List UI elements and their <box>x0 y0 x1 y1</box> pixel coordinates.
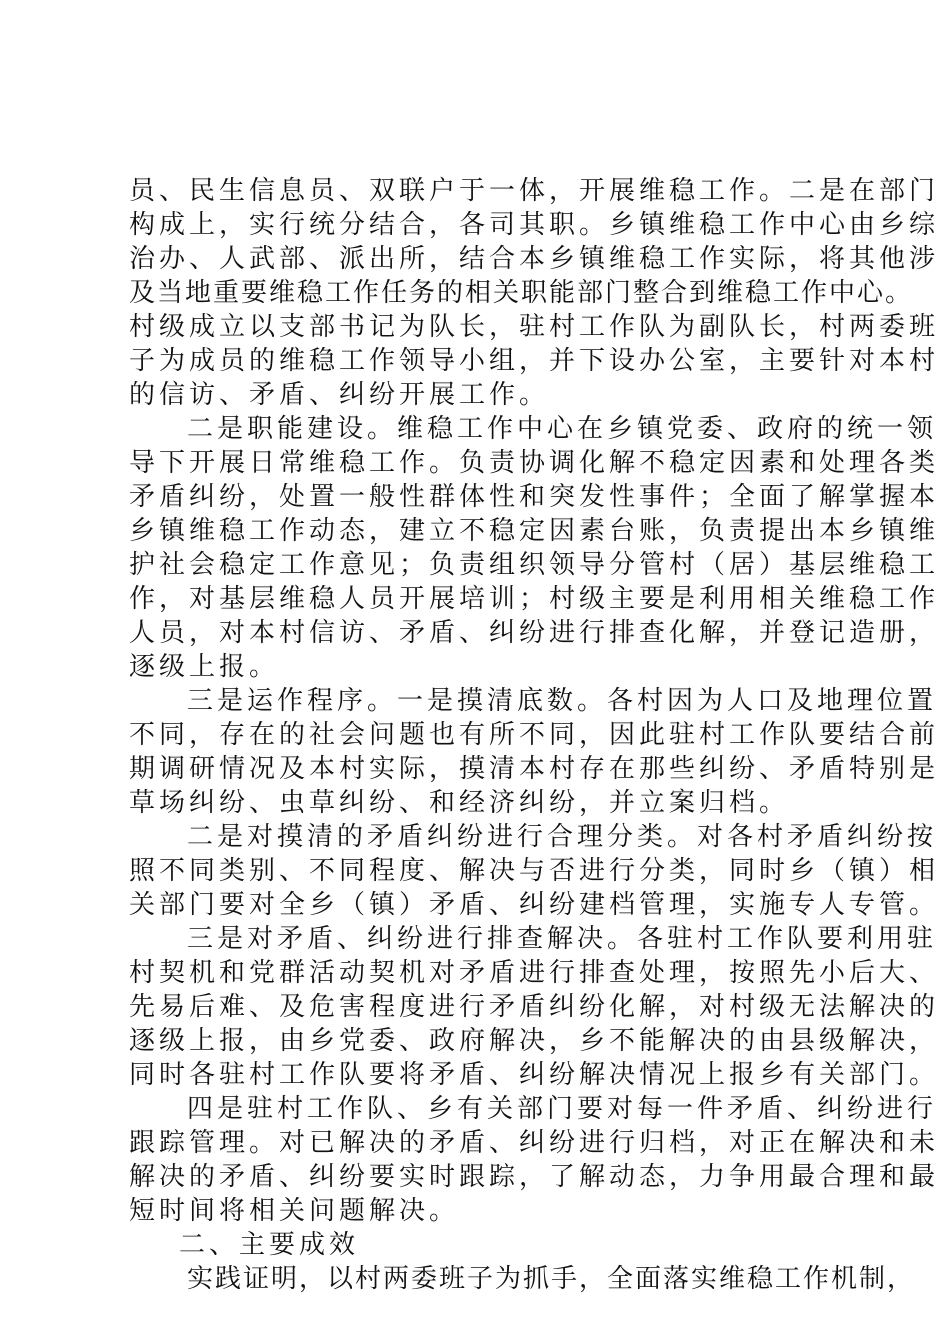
text-line: 逐级上报，由乡党委、政府解决，乡不能解决的由县级解决， <box>129 1026 940 1056</box>
text-line: 治办、人武部、派出所，结合本乡镇维稳工作实际，将其他涉 <box>129 244 940 274</box>
paragraph-start-line: 三是运作程序。一是摸清底数。各村因为人口及地理位置 <box>187 686 938 716</box>
text-line: 作，对基层维稳人员开展培训；村级主要是利用相关维稳工作 <box>129 584 940 614</box>
section-heading: 二、主要成效 <box>179 1230 360 1260</box>
text-line: 解决的矛盾、纠纷要实时跟踪，了解动态，力争用最合理和最 <box>129 1162 940 1192</box>
text-line: 草场纠纷、虫草纠纷、和经济纠纷，并立案归档。 <box>129 788 790 818</box>
text-line: 同时各驻村工作队要将矛盾、纠纷解决情况上报乡有关部门。 <box>129 1060 940 1090</box>
text-line: 矛盾纠纷，处置一般性群体性和突发性事件；全面了解掌握本 <box>129 482 940 512</box>
text-line: 人员，对本村信访、矛盾、纠纷进行排查化解，并登记造册， <box>129 618 940 648</box>
text-line: 期调研情况及本村实际，摸清本村存在那些纠纷、矛盾特别是 <box>129 754 940 784</box>
text-line: 乡镇维稳工作动态，建立不稳定因素台账，负责提出本乡镇维 <box>129 516 940 546</box>
text-line: 短时间将相关问题解决。 <box>129 1196 460 1226</box>
text-line: 关部门要对全乡（镇）矛盾、纠纷建档管理，实施专人专管。 <box>129 890 940 920</box>
text-line: 子为成员的维稳工作领导小组，并下设办公室，主要针对本村 <box>129 346 940 376</box>
paragraph-start-line: 实践证明，以村两委班子为抓手，全面落实维稳工作机制， <box>187 1264 916 1294</box>
document-body <box>129 174 940 1296</box>
paragraph-start-line: 四是驻村工作队、乡有关部门要对每一件矛盾、纠纷进行 <box>187 1094 938 1124</box>
text-line: 照不同类别、不同程度、解决与否进行分类，同时乡（镇）相 <box>129 856 940 886</box>
paragraph-start-line: 二是对摸清的矛盾纠纷进行合理分类。对各村矛盾纠纷按 <box>187 822 938 852</box>
text-line: 员、民生信息员、双联户于一体，开展维稳工作。二是在部门 <box>129 176 940 206</box>
text-line: 逐级上报。 <box>129 652 280 682</box>
text-line: 护社会稳定工作意见；负责组织领导分管村（居）基层维稳工 <box>129 550 940 580</box>
text-line: 村级成立以支部书记为队长，驻村工作队为副队长，村两委班 <box>129 312 940 342</box>
text-line: 跟踪管理。对已解决的矛盾、纠纷进行归档，对正在解决和未 <box>129 1128 940 1158</box>
text-line: 的信访、矛盾、纠纷开展工作。 <box>129 380 550 410</box>
text-line: 村契机和党群活动契机对矛盾进行排查处理，按照先小后大、 <box>129 958 940 988</box>
text-line: 及当地重要维稳工作任务的相关职能部门整合到维稳工作中心。 <box>129 278 914 308</box>
text-line: 先易后难、及危害程度进行矛盾纠纷化解，对村级无法解决的 <box>129 992 940 1022</box>
text-line: 不同，存在的社会问题也有所不同，因此驻村工作队要结合前 <box>129 720 940 750</box>
paragraph-start-line: 二是职能建设。维稳工作中心在乡镇党委、政府的统一领 <box>187 414 938 444</box>
text-line: 导下开展日常维稳工作。负责协调化解不稳定因素和处理各类 <box>129 448 940 478</box>
text-line: 构成上，实行统分结合，各司其职。乡镇维稳工作中心由乡综 <box>129 210 940 240</box>
paragraph-start-line: 三是对矛盾、纠纷进行排查解决。各驻村工作队要利用驻 <box>187 924 938 954</box>
